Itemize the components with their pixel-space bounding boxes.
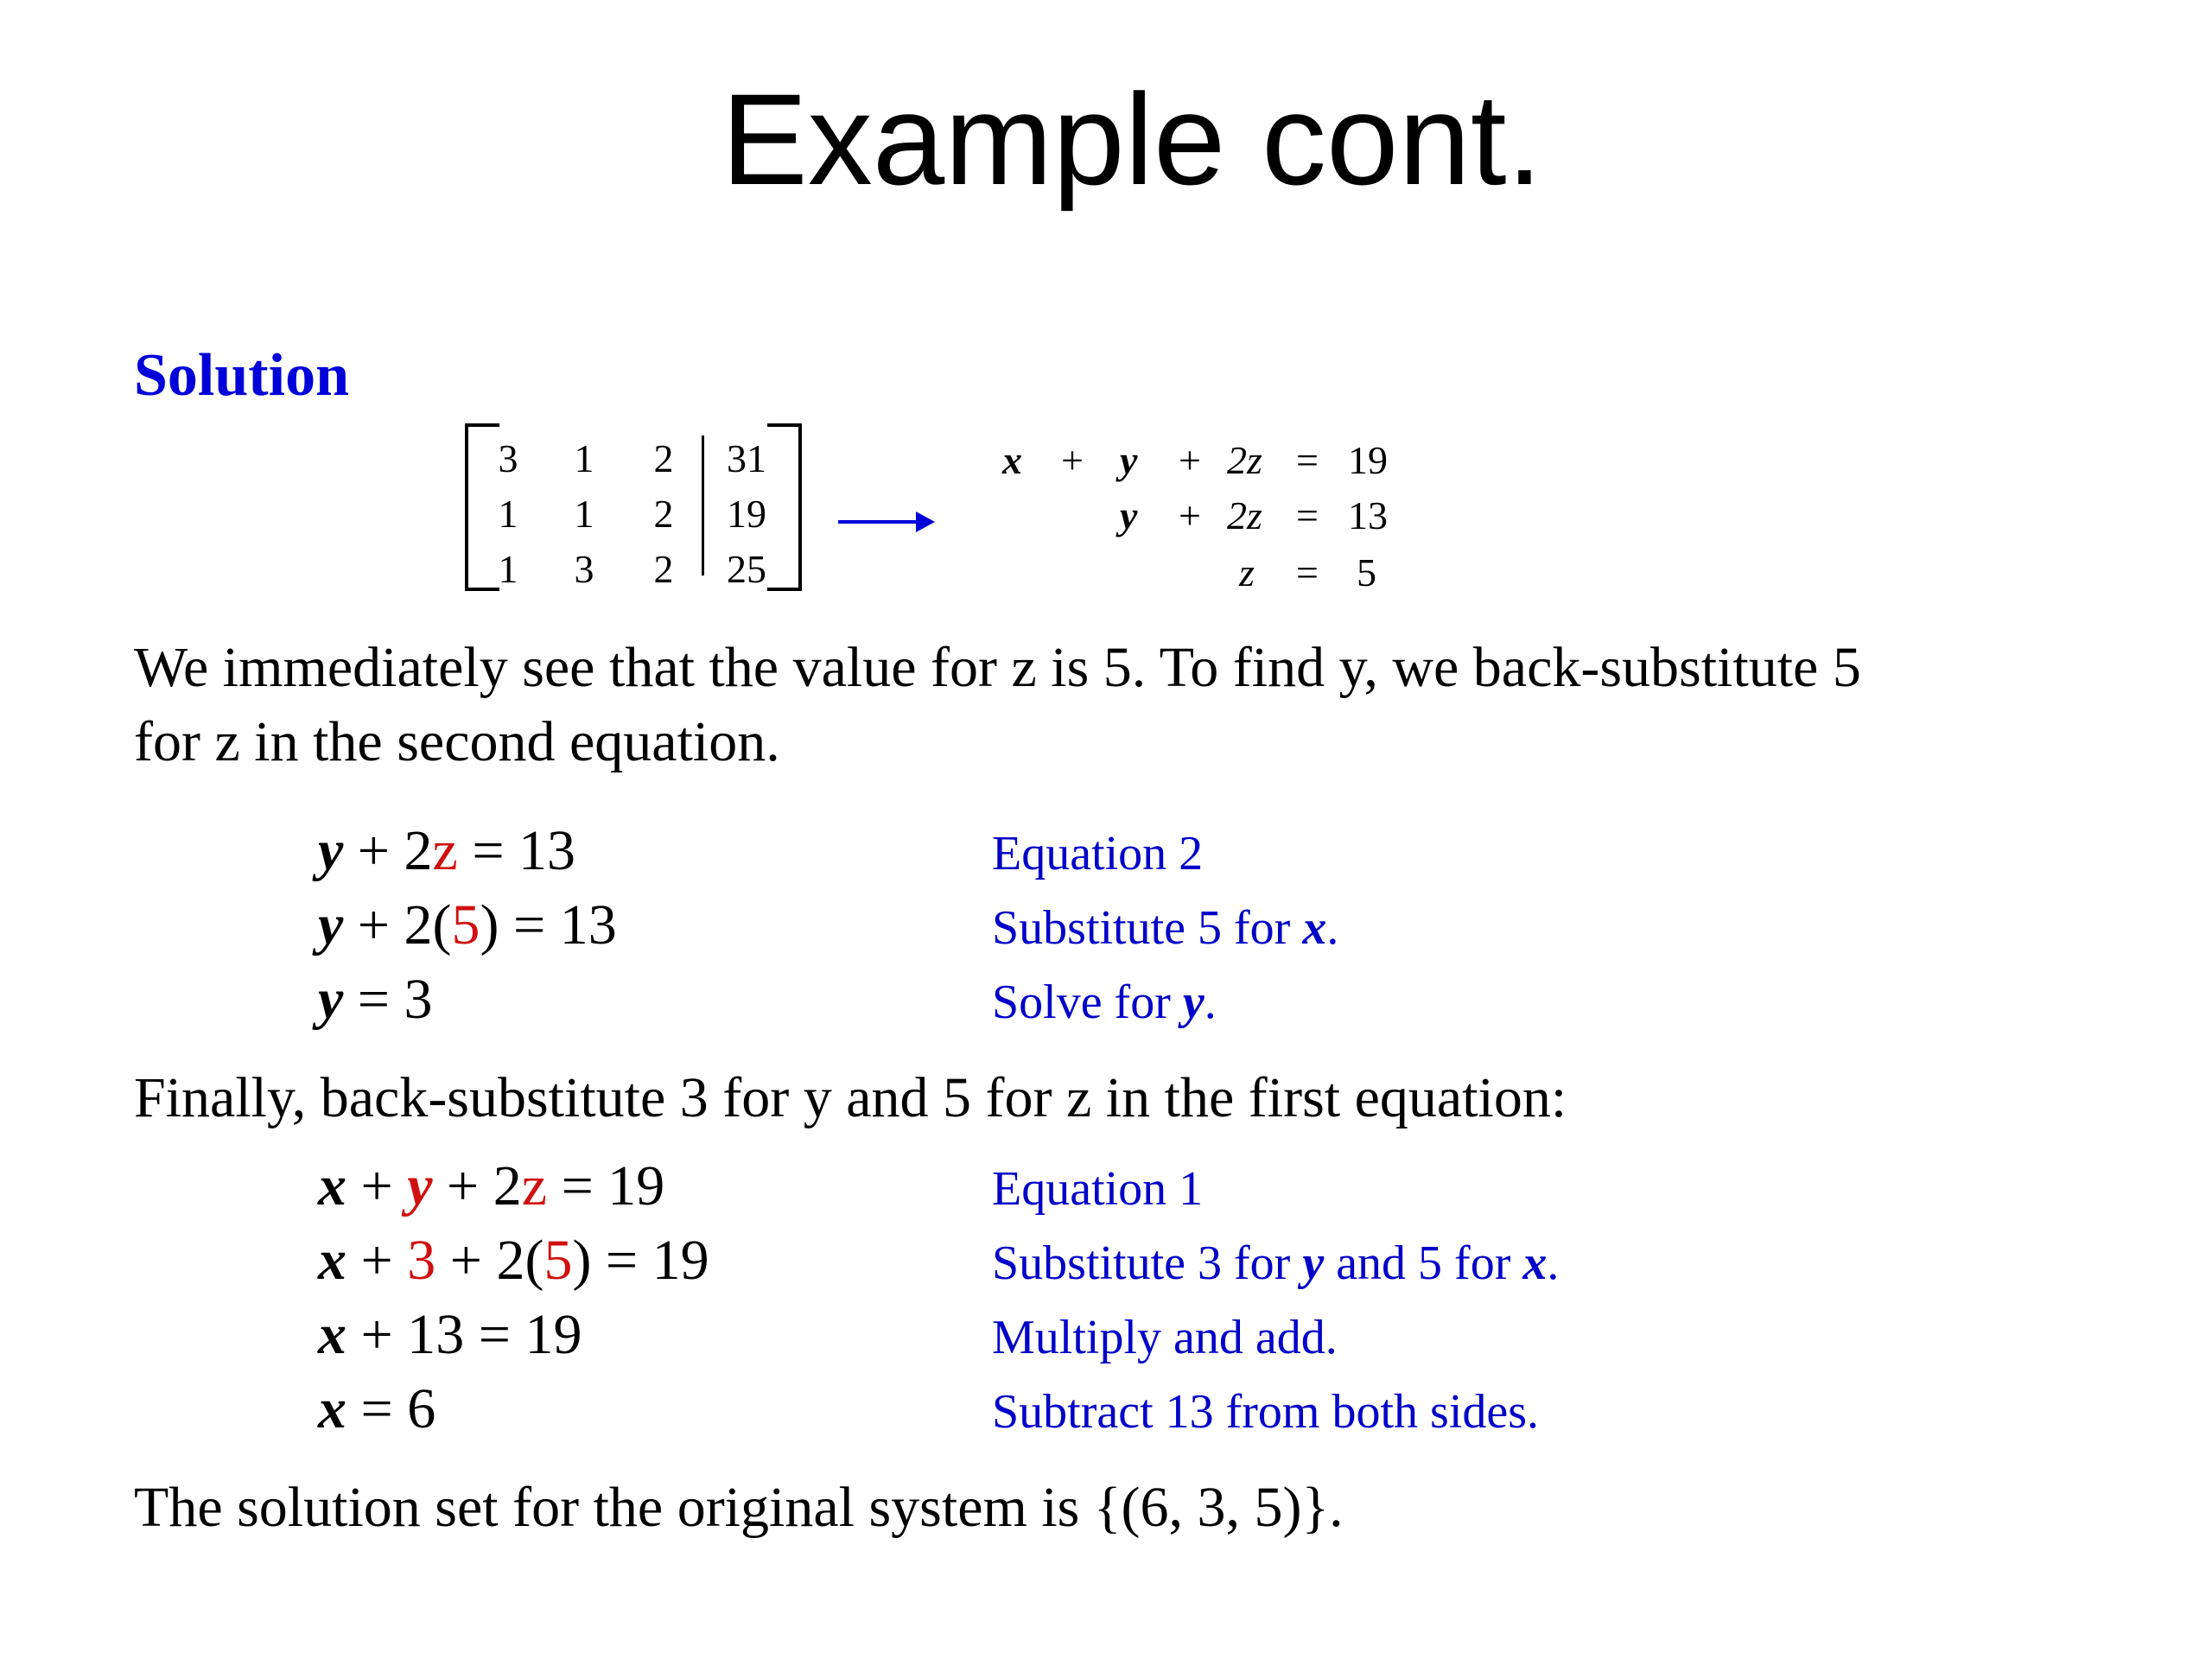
matrix-cell: 19: [727, 492, 766, 536]
sys-term: x: [1002, 438, 1022, 482]
sys-term: +: [1179, 493, 1201, 537]
step-note: Multiply and add.: [992, 1311, 1338, 1364]
matrix-cell: 1: [498, 547, 518, 591]
equation-step: x + 13 = 19: [318, 1303, 582, 1366]
sys-term: =: [1296, 493, 1319, 537]
sys-term: 5: [1357, 550, 1376, 594]
step-note: Solve for y.: [992, 976, 1217, 1029]
sys-term: 13: [1348, 493, 1388, 537]
sys-term: +: [1061, 438, 1084, 482]
matrix-cell: 3: [498, 436, 518, 480]
paragraph-solution-set: The solution set for the original system is {(6, 3, 5)}.: [134, 1476, 1344, 1539]
sys-term: y: [1120, 493, 1138, 537]
step-note: Substitute 5 for x.: [992, 901, 1339, 955]
equation-step: y + 2(5) = 13: [318, 893, 617, 957]
step-note: Equation 1: [992, 1162, 1204, 1216]
matrix-cell: 2: [653, 547, 674, 591]
augment-divider: [702, 435, 704, 575]
paragraph-finally: Finally, back-substitute 3 for y and 5 for z in the first equation:: [134, 1066, 1567, 1129]
step-note: Substitute 3 for y and 5 for x.: [992, 1236, 1560, 1290]
sys-term: 2z: [1227, 493, 1262, 537]
equation-step: y = 3: [318, 968, 433, 1031]
matrix-cell: 1: [574, 436, 594, 480]
equation-step: x + 3 + 2(5) = 19: [318, 1229, 709, 1292]
equation-step: x + y + 2z = 19: [318, 1154, 665, 1217]
equation-step: x = 6: [318, 1377, 436, 1440]
paragraph-line: for z in the second equation.: [134, 710, 780, 773]
right-arrow-icon: [838, 520, 931, 524]
solution-heading: Solution: [134, 342, 349, 409]
matrix-cell: 3: [574, 547, 594, 591]
paragraph-line: We immediately see that the value for z is 5. To find y, we back-substitute 5: [134, 636, 1861, 699]
sys-term: =: [1296, 438, 1319, 482]
augmented-matrix: [465, 423, 802, 591]
step-note: Equation 2: [992, 827, 1204, 880]
equation-step: y + 2z = 13: [318, 819, 576, 882]
step-note: Subtract 13 from both sides.: [992, 1385, 1540, 1439]
sys-term: y: [1120, 438, 1138, 482]
sys-term: z: [1239, 550, 1255, 594]
matrix-cell: 2: [653, 436, 674, 480]
matrix-cell: 1: [498, 492, 518, 536]
slide-title: Example cont.: [721, 67, 1543, 212]
sys-term: 19: [1348, 438, 1388, 482]
matrix-cell: 1: [574, 492, 594, 536]
matrix-cell: 25: [727, 547, 766, 591]
paragraph-intro: [134, 631, 1861, 779]
matrix-cell: 2: [653, 492, 674, 536]
sys-term: 2z: [1227, 438, 1262, 482]
sys-term: =: [1296, 550, 1319, 594]
matrix-cell: 31: [727, 436, 766, 480]
sys-term: +: [1179, 438, 1201, 482]
